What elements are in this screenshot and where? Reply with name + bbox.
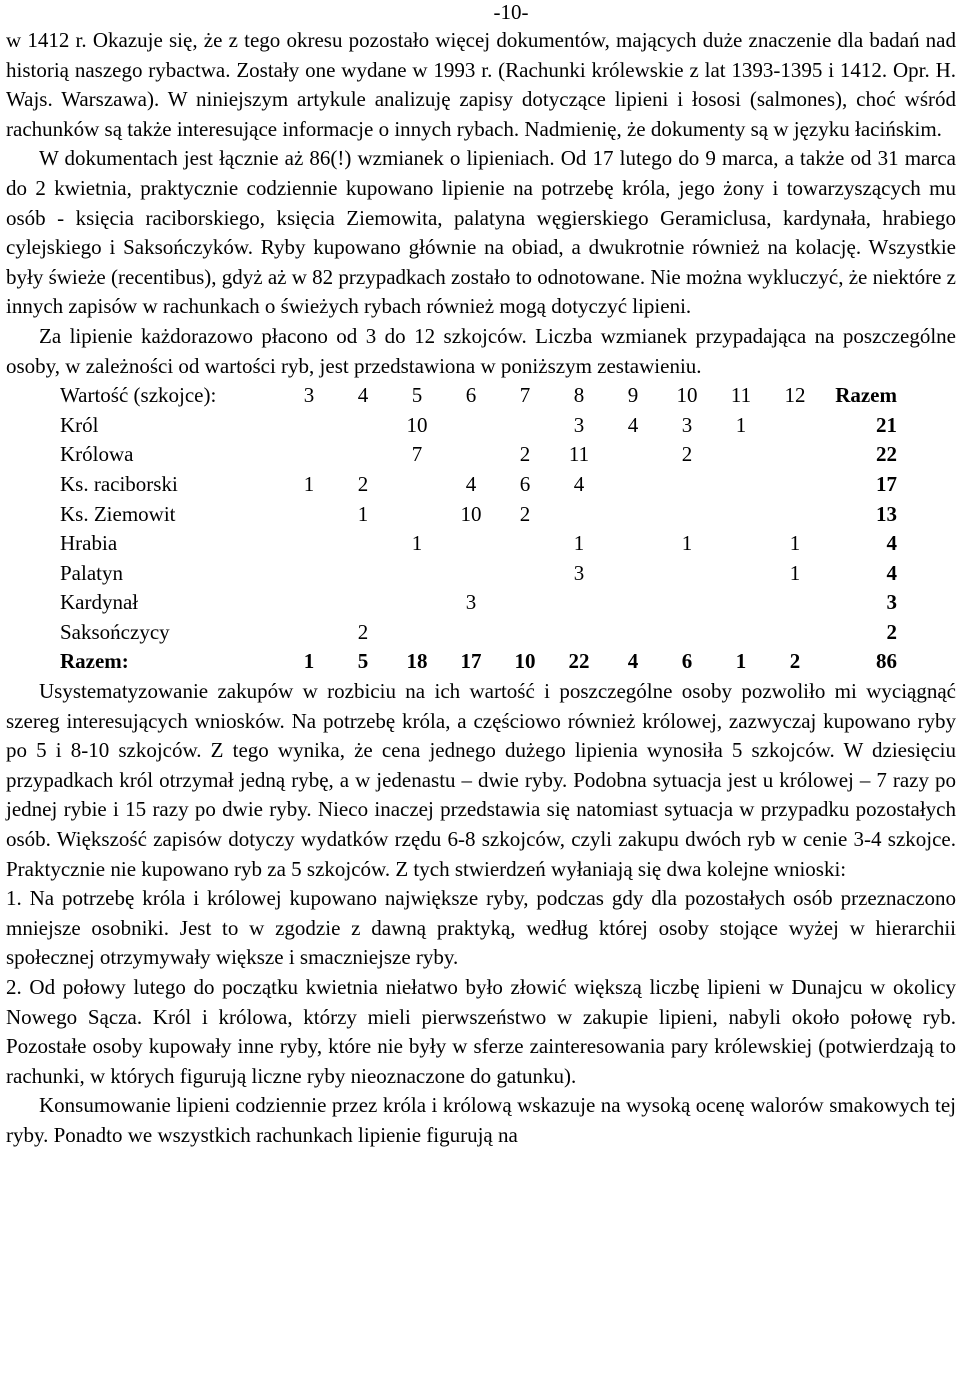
row-count-cell: 10 [460,501,482,526]
row-count-cell [336,529,390,559]
row-total-cell: 21 [876,412,897,437]
row-count-cell [498,588,552,618]
row-count-cell: 1 [573,531,585,556]
row-count-cell [768,588,822,618]
table-header-value: 6 [465,383,477,408]
row-count-cell [444,559,498,589]
row-count-cell [552,588,606,618]
row-total-cell: 2 [886,619,897,644]
sum-count-cell: 10 [514,649,536,674]
sum-count-cell: 1 [735,649,747,674]
row-count-cell [768,500,822,530]
row-person-name: Ks. Ziemowit [60,501,176,526]
row-person-name: Król [60,412,99,437]
row-count-cell [768,411,822,441]
row-count-cell [660,559,714,589]
row-total-cell: 4 [886,531,897,556]
row-count-cell [660,470,714,500]
row-person-name: Ks. raciborski [60,471,178,496]
sum-total-cell: 86 [876,649,897,674]
row-count-cell [714,470,768,500]
row-count-cell [714,500,768,530]
table-header-value: 8 [573,383,585,408]
row-count-cell [282,411,336,441]
row-count-cell: 2 [519,442,531,467]
row-count-cell [444,440,498,470]
row-count-cell [336,411,390,441]
table-header-value: 3 [303,383,315,408]
table-row [60,588,897,618]
row-count-cell [498,559,552,589]
sum-count-cell: 2 [789,649,801,674]
tally-table [60,381,897,677]
row-count-cell [714,618,768,648]
row-count-cell: 10 [406,412,428,437]
row-count-cell [282,440,336,470]
row-count-cell [282,500,336,530]
paragraph-4: Usystematyzowanie zakupów w rozbiciu na ich wartość i poszczególne osoby pozwoliło mi wyciągnąć szereg interesujących wniosków. Na potrzebę króla, a częściowo również królowej, zazwyczaj kupowano ryby po 5 i 8-10 szkojców. Z tego wynika, że cena jednego dużego lipienia wynosiła 5 szkojców. W dziesięciu przypadkach król otrzymał jedną rybę, a w jedenastu – dwie ryby. Podobna sytuacja jest u królowej – 7 razy po jednej rybie i 15 razy po dwie ryby. Nieco inaczej przedstawia się natomiast sytuacja w przypadku pozostałych osób. Większość zapisów dotyczy wydatków rzędu 6-8 szkojców, czyli zakupu dwóch ryb w cenie 3-4 szkojce. Praktycznie nie kupowano ryb za 5 szkojców. Z tych stwierdzeń wyłaniają się dwa kolejne wnioski: [6,679,956,881]
row-count-cell: 4 [627,412,639,437]
page-number: -10- [493,0,529,24]
row-count-cell [714,440,768,470]
row-count-cell [606,470,660,500]
row-count-cell [768,440,822,470]
row-total-cell: 17 [876,471,897,496]
row-count-cell [390,470,444,500]
row-count-cell [552,500,606,530]
table-header-value: 7 [519,383,531,408]
row-count-cell: 1 [303,471,315,496]
row-count-cell: 7 [411,442,423,467]
row-count-cell [390,588,444,618]
sum-count-cell: 18 [406,649,428,674]
row-count-cell [714,529,768,559]
row-count-cell [660,618,714,648]
row-count-cell: 2 [357,471,369,496]
row-count-cell: 11 [568,442,590,467]
row-count-cell [606,440,660,470]
row-count-cell [714,588,768,618]
table-header-value: 12 [784,383,806,408]
table-header-value: 10 [676,383,698,408]
table-header-row [60,381,897,411]
sum-row-label: Razem: [60,649,129,674]
row-count-cell [282,588,336,618]
row-count-cell [768,618,822,648]
paragraph-6: 2. Od połowy lutego do początku kwietnia niełatwo było złowić większą liczbę lipieni w Dunajcu w okolicy Nowego Sącza. Król i królowa, którzy mieli pierwszeństwo w zakupie lipieni, nabyli około połowę ryb. Pozostałe osoby kupowały inne ryby, które nie były w sferze zainteresowania pary królewskiej (potwierdzają to rachunki, w których figurują liczne ryby nieoznaczone do gatunku). [6,975,956,1088]
table-header-label: Wartość (szkojce): [60,383,217,408]
row-count-cell [444,529,498,559]
table-row [60,470,897,500]
row-count-cell: 1 [411,531,423,556]
row-count-cell [660,588,714,618]
paragraph-5: 1. Na potrzebę króla i królowej kupowano największe ryby, podczas gdy dla pozostałych osób przeznaczono mniejsze osobniki. Jest to w zgodzie z dawną praktyką, według której osoby stojące wyżej w hierarchii społecznej otrzymywały większe i smaczniejsze ryby. [6,886,956,970]
row-count-cell [606,529,660,559]
row-count-cell [498,411,552,441]
table-row [60,529,897,559]
paragraph-2: W dokumentach jest łącznie aż 86(!) wzmianek o lipieniach. Od 17 lutego do 9 marca, a także od 31 marca do 2 kwietnia, praktycznie codziennie kupowano lipienie na potrzebę króla, jego żony i towarzyszących mu osób - księcia raciborskiego, księcia Ziemowita, palatyna węgierskiego Geramiclusa, kardynała, hrabiego cylejskiego i Saksończyków. Ryby kupowano głównie na obiad, a dwukrotnie również na kolację. Wszystkie były świeże (recentibus), gdyż aż w 82 przypadkach zostało to odnotowane. Nie można wykluczyć, że niektóre z innych zapisów w rachunkach o świeżych rybach również mogą dotyczyć lipieni. [6,146,956,319]
row-count-cell: 1 [789,531,801,556]
row-total-cell: 13 [876,501,897,526]
row-count-cell [552,618,606,648]
row-count-cell [606,500,660,530]
row-total-cell: 3 [886,590,897,615]
row-count-cell [714,559,768,589]
table-row [60,559,897,589]
document-page [6,0,956,1151]
row-count-cell [498,618,552,648]
sum-count-cell: 5 [357,649,369,674]
row-count-cell: 2 [681,442,693,467]
table-row [60,440,897,470]
table-header-total: Razem [835,383,897,408]
tally-table-body [60,381,897,677]
table-sum-row [60,647,897,677]
row-count-cell [606,559,660,589]
row-count-cell: 1 [789,560,801,585]
row-count-cell: 2 [357,619,369,644]
row-person-name: Królowa [60,442,134,467]
row-total-cell: 4 [886,560,897,585]
row-count-cell: 6 [519,471,531,496]
row-count-cell [444,618,498,648]
row-count-cell [768,470,822,500]
row-count-cell: 2 [519,501,531,526]
row-count-cell [336,588,390,618]
row-count-cell [444,411,498,441]
row-count-cell [282,529,336,559]
row-person-name: Kardynał [60,590,139,615]
table-header-value: 11 [730,383,752,408]
row-count-cell [606,618,660,648]
row-count-cell [660,500,714,530]
row-count-cell: 1 [357,501,369,526]
row-count-cell [390,618,444,648]
row-count-cell: 4 [465,471,477,496]
table-header-value: 5 [411,383,423,408]
row-count-cell [336,559,390,589]
row-total-cell: 22 [876,442,897,467]
row-count-cell: 1 [681,531,693,556]
row-count-cell: 3 [573,560,585,585]
table-row [60,500,897,530]
row-count-cell [390,559,444,589]
row-count-cell [498,529,552,559]
sum-count-cell: 4 [627,649,639,674]
paragraph-3: Za lipienie każdorazowo płacono od 3 do 12 szkojców. Liczba wzmianek przypadająca na poszczególne osoby, w zależności od wartości ryb, jest przedstawiona w poniższym zestawieniu. [6,323,956,378]
row-count-cell: 3 [465,590,477,615]
paragraph-1: w 1412 r. Okazuje się, że z tego okresu pozostało więcej dokumentów, mających duże znaczenie dla badań nad historią naszego rybactwa. Zostały one wydane w 1993 r. (Rachunki królewskie z lat 1393-1395 i 1412. Opr. H. Wajs. Warszawa). W niniejszym artykule analizuję zapisy dotyczące lipieni i łososi (salmones), choć wśród rachunków są także interesujące informacje o innych rybach. Nadmienię, że dokumenty są w języku łacińskim. [6,28,956,141]
sum-count-cell: 22 [568,649,590,674]
sum-count-cell: 6 [681,649,693,674]
row-count-cell: 4 [573,471,585,496]
table-header-value: 4 [357,383,369,408]
row-count-cell [282,559,336,589]
row-person-name: Palatyn [60,560,123,585]
table-header-value: 9 [627,383,639,408]
row-count-cell: 3 [573,412,585,437]
row-count-cell [390,500,444,530]
row-count-cell: 3 [681,412,693,437]
paragraph-7: Konsumowanie lipieni codziennie przez króla i królową wskazuje na wysoką ocenę walorów smakowych tej ryby. Ponadto we wszystkich rachunkach lipienie figurują na [6,1093,956,1147]
table-row [60,411,897,441]
row-count-cell [336,440,390,470]
row-count-cell [606,588,660,618]
row-person-name: Saksończycy [60,619,170,644]
row-count-cell: 1 [735,412,747,437]
row-count-cell [282,618,336,648]
sum-count-cell: 1 [303,649,315,674]
sum-count-cell: 17 [460,649,482,674]
table-row [60,618,897,648]
row-person-name: Hrabia [60,531,118,556]
